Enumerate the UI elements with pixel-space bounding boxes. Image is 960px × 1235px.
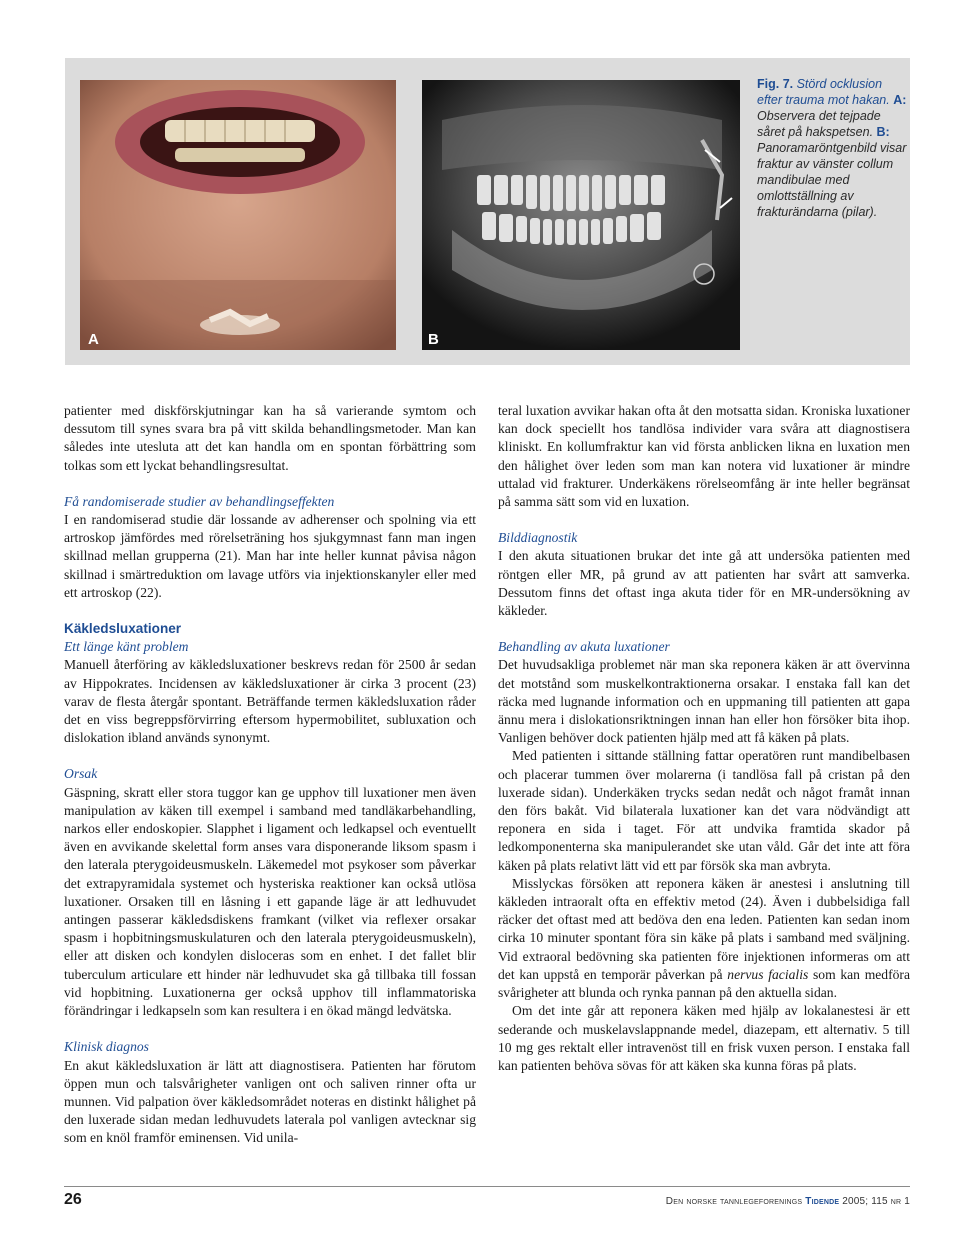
paragraph: teral luxation avvikar hakan ofta åt den motsatta sidan. Kroniska luxationer kan dock speciellt hos tandlösa individer vara svåra att diagnostisera kliniskt. En kollumfraktur kan vid första anblicken likna en luxation men den hålighet över leden som man kan notera vid luxationer är mindre uttalad vid frakturer. Underkäkens rörelseomfång är inte heller begränsat på samma sätt som vid en luxation. — [498, 403, 910, 510]
paragraph: Det huvudsakliga problemet när man ska reponera käken är att övervinna det motstånd som muskelkontraktionerna orsakar. I enstaka fall kan det räcka med lugnande information och en uppmaning till patienten att gapa ännu mera i dislokationsriktningen innan han eller hon försöker bita ihop. Vanligen behöver dock patienten hjälp med att få käken på plats. — [498, 657, 910, 746]
paragraph: En akut käkledsluxation är lätt att diagnostisera. Patienten har förutom öppen mun och talsvårigheter vanligen ont och saliven rinner ofta ur munnen. Vid palpation över käkledsområdet noteras en distinkt hålighet på den luxerade sidan medan ledhuvudets laterala pol vanligen avtecknar sig som en knöl framför eminensen. Vid unila- — [64, 1057, 476, 1146]
paragraph: I den akuta situationen brukar det inte gå att undersöka patienten med röntgen eller MR, på grund av att patienten har svårt att samverka. Dessutom finns det oftast inga akuta tider för en MR-undersökning av käkleder. — [498, 548, 910, 619]
section-heading: Få randomiserade studier av behandlingseffekten — [64, 493, 335, 509]
footer-divider — [64, 1186, 910, 1187]
panel-label-b: B — [428, 331, 439, 348]
caption-key-b: B: — [876, 125, 890, 139]
right-column — [498, 402, 910, 1075]
section-subheading: Ett länge känt problem — [64, 639, 189, 655]
caption-text-a: Observera det tejpade såret på hakspetsen. — [757, 109, 881, 139]
paragraph: I en randomiserad studie där lossande av adherenser och spolning via ett artroskop jämfördes med rörelseträning hos sjukgymnast fann man ingen skillnad mellan grupperna (21). Man har inte heller kunnat påvisa någon skillnad i smärtreduktion om lavage utförs via injektionskanyler eller med ett artroskop (22). — [64, 512, 476, 600]
photo-mouth — [80, 80, 396, 350]
journal-accent: Tidende — [805, 1196, 840, 1207]
paragraph: Gäspning, skratt eller stora tuggor kan ge upphov till luxationer men även manipulation av käken till exempel i samband med tandläkarbehandling, narkos eller endoskopier. Slapphet i ligament och ledkapsel och eventuellt även en avvikande skelettal form anses vara disponerande liksom spasm i den laterala pterygoideusmuskeln. Läkemedel mot psykoser som påverkar det extrapyramidala systemet och hysteriska reaktioner kan också utlösa luxationer. Orsaken till en låsning i ett gapande läge är att ledhuvudet antingen passerar käkledsdiskens framkant (vilket via reflexer orsakar spasm i hopbitningsmuskulaturen och den laterala pterygoideusmuskeln), eller att disken och kondylen disloceras som en enhet. I det fallet blir tuberculum articulare ett hinder när ledhuvudet ska gå tillbaka till fossan vid hopbitning. Luxationerna ger också upphov till inflammatoriska förändringar i ledkapseln som kan resultera i en ökad mängd ledvätska. — [64, 784, 476, 1019]
section-heading: Orsak — [64, 766, 98, 782]
xray-illustration — [422, 80, 740, 350]
journal-reference — [666, 1196, 910, 1207]
section-heading-main: Käkledsluxationer — [64, 621, 182, 637]
caption-key-a: A: — [893, 93, 907, 107]
photo-xray — [422, 80, 740, 350]
caption-text-b: Panoramaröntgenbild visar fraktur av vänster collum mandibulae med omlottställning av frakturändarna (pilar). — [757, 141, 907, 219]
section-heading: Bilddiagnostik — [498, 530, 578, 546]
paragraph: patienter med diskförskjutningar kan ha så varierande symtom och dessutom till synes svara bra på vitt skilda behandlingsmetoder. Man kan således inte utesluta att det kan handla om en spontan förbättring som tolkas som ett lyckat behandlingsresultat. — [64, 403, 476, 473]
paragraph: Manuell återföring av käkledsluxationer beskrevs redan för 2500 år sedan av Hippokrates. Incidensen av käkledsluxationer är cirka 3 procent (23) varav de flesta återgår spontant. Beträffande termen käkledsluxation råder det en viss begreppsförvirring eftersom hypermobilitet, subluxation och dislokation ibland används synonymt. — [64, 657, 476, 746]
journal-suffix: 2005; 115 nr 1 — [839, 1196, 910, 1207]
caption-title-rest: Störd ocklusion efter trauma mot hakan. — [757, 77, 890, 107]
left-column — [64, 402, 476, 1148]
panel-label-a: A — [88, 331, 99, 348]
paragraph: Med patienten i sittande ställning fattar operatören runt mandibelbasen och placerar tummen över molarerna (i tandlösa fall på cristan på den luxerade sidan). Underkäken trycks sedan nedåt och något framåt innan den förs bakåt. Vid bilaterala luxationer kan det vara nödvändigt att reponera en sida i taget. För att undvika framtida skador på ledkomponenterna ska manipulerandet ske utan våld. Går det inte att föra käken på plats relativt lätt vid ett par försök ska man avbryta. — [498, 748, 910, 873]
paragraph — [498, 875, 910, 1002]
paragraph-text: som kan medföra svårigheter att blunda och rynka pannan på den aktuella sidan. — [498, 966, 910, 1001]
caption-title: Fig. 7. — [757, 77, 794, 91]
italic-term: nervus facialis — [727, 966, 809, 982]
page-number: 26 — [64, 1191, 82, 1208]
journal-prefix: Den norske tannlegeforenings — [665, 1196, 806, 1207]
mouth-photo-illustration — [80, 80, 396, 350]
paragraph-text: Misslyckas försöken att reponera käken är anestesi i anslutning till käkleden intraoralt ofta en effektiv metod (24). Även i dubbelsidiga fall räcker det oftast med att bedöva den ena leden. Patienten kan sedan inom cirka 10 minuter spontant föra sin käke på plats i samband med sväljning. Vid extraoral bedövning ska patienten före injektionen informeras om att det kan uppstå en temporär påverkan på — [498, 875, 910, 982]
section-heading: Klinisk diagnos — [64, 1039, 149, 1055]
section-heading: Behandling av akuta luxationer — [498, 639, 670, 655]
paragraph: Om det inte går att reponera käken med hjälp av lokalanestesi är ett sederande och muskelavslappnande medel, diazepam, ett alternativ. 5 till 10 mg ges rektalt eller intravenöst till en frisk vuxen person. I enstaka fall kan patienten behöva sövas för att käken ska kunna föras på plats. — [498, 1003, 910, 1073]
figure-caption — [757, 76, 907, 220]
